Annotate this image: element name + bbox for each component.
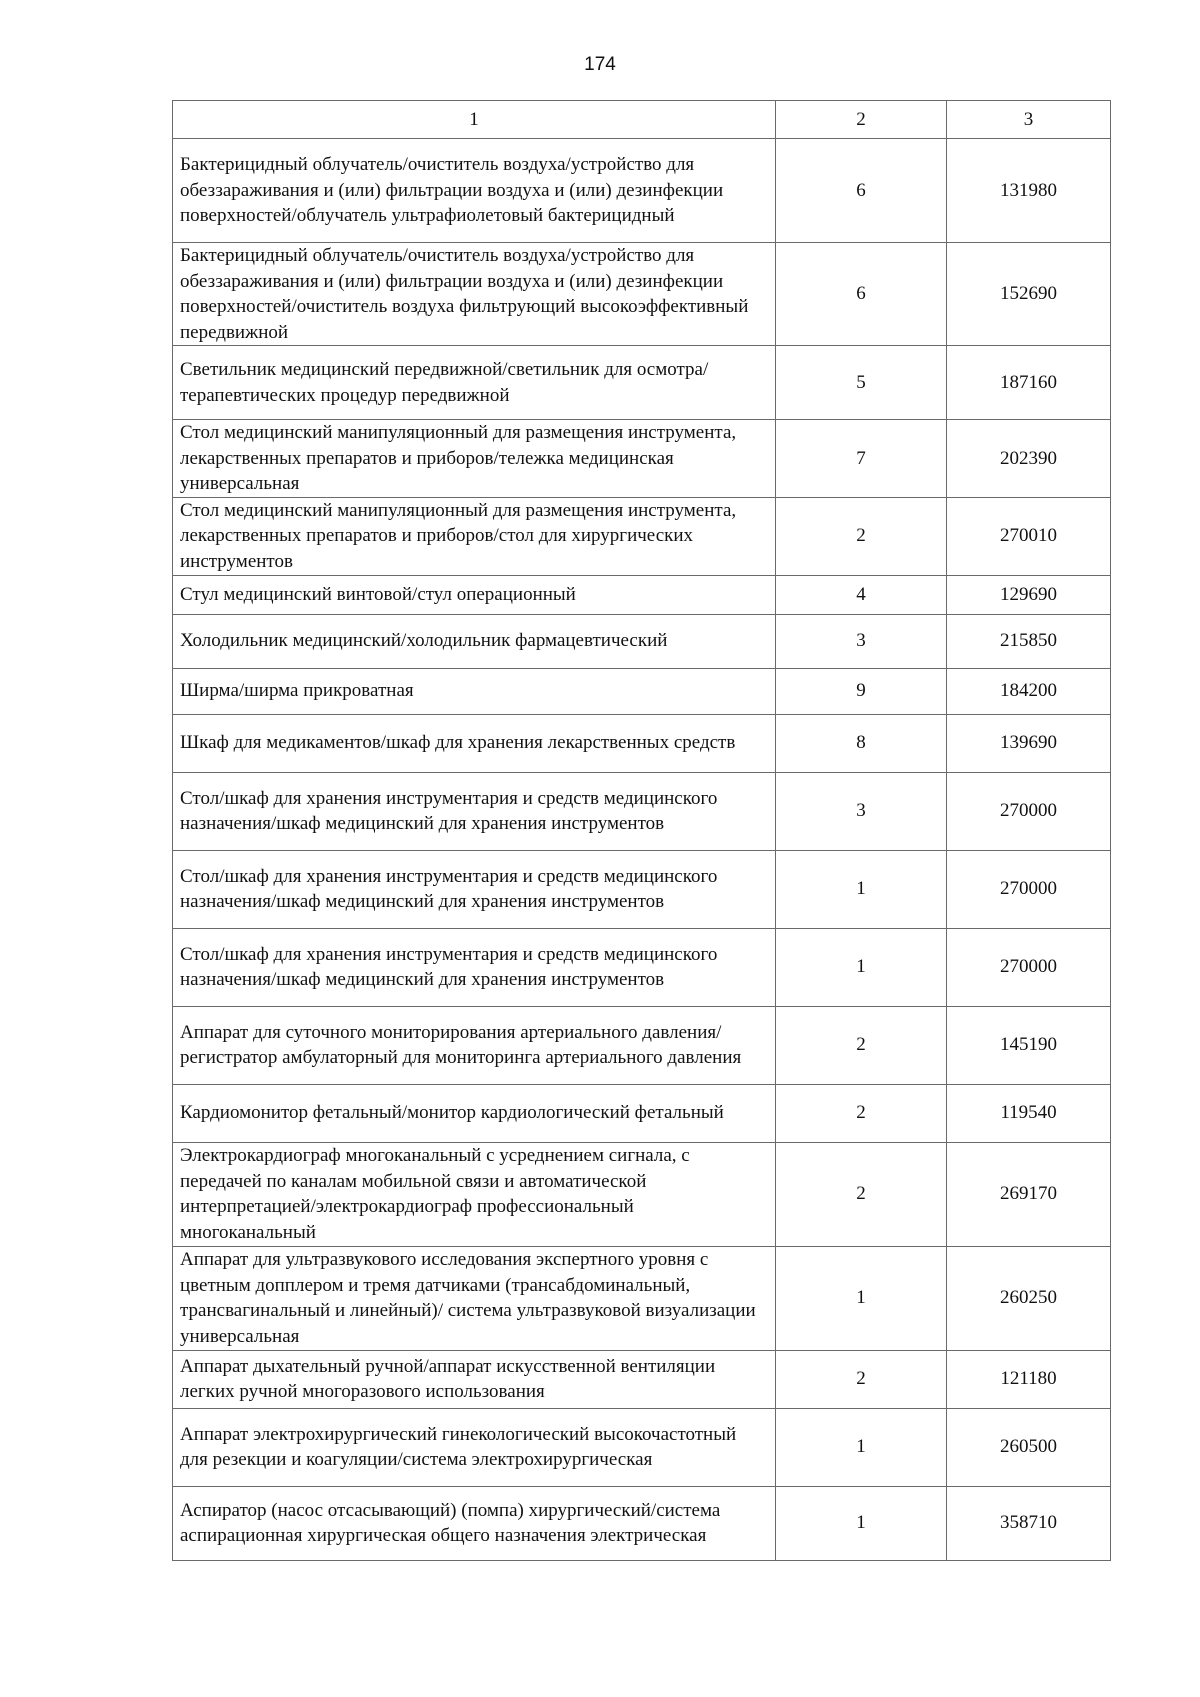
item-name-cell: Шкаф для медикаментов/шкаф для хранения лекарственных средств xyxy=(173,714,776,772)
table-row xyxy=(173,420,1111,498)
quantity-cell: 6 xyxy=(776,243,947,346)
item-name-cell: Электрокардиограф многоканальный с усреднением сигнала, с передачей по каналам мобильной связи и автоматической интерпретацией/электрокардиограф профессиональный многоканальный xyxy=(173,1142,776,1246)
price-cell: 129690 xyxy=(947,575,1111,614)
price-cell: 145190 xyxy=(947,1006,1111,1084)
table-row xyxy=(173,346,1111,420)
column-header-2: 2 xyxy=(776,101,947,139)
price-cell: 215850 xyxy=(947,614,1111,668)
table-row xyxy=(173,1142,1111,1246)
quantity-cell: 6 xyxy=(776,139,947,243)
quantity-cell: 2 xyxy=(776,497,947,575)
page-number: 174 xyxy=(584,54,616,75)
table-row xyxy=(173,1350,1111,1408)
price-cell: 119540 xyxy=(947,1084,1111,1142)
quantity-cell: 1 xyxy=(776,1486,947,1560)
quantity-cell: 3 xyxy=(776,772,947,850)
item-name-cell: Светильник медицинский передвижной/светильник для осмотра/терапевтических процедур передвижной xyxy=(173,346,776,420)
price-cell: 187160 xyxy=(947,346,1111,420)
price-cell: 270010 xyxy=(947,497,1111,575)
item-name-cell: Аппарат для суточного мониторирования артериального давления/регистратор амбулаторный для мониторинга артериального давления xyxy=(173,1006,776,1084)
item-name-cell: Аппарат дыхательный ручной/аппарат искусственной вентиляции легких ручной многоразового использования xyxy=(173,1350,776,1408)
table-row xyxy=(173,1006,1111,1084)
item-name-cell: Бактерицидный облучатель/очиститель воздуха/устройство для обеззараживания и (или) фильтрации воздуха и (или) дезинфекции поверхностей/очиститель воздуха фильтрующий высокоэффективный передвижной xyxy=(173,243,776,346)
quantity-cell: 2 xyxy=(776,1142,947,1246)
table-row xyxy=(173,1084,1111,1142)
quantity-cell: 1 xyxy=(776,1408,947,1486)
item-name-cell: Холодильник медицинский/холодильник фармацевтический xyxy=(173,614,776,668)
quantity-cell: 4 xyxy=(776,575,947,614)
item-name-cell: Аппарат электрохирургический гинекологический высокочастотный для резекции и коагуляции/система электрохирургическая xyxy=(173,1408,776,1486)
table-row xyxy=(173,139,1111,243)
price-cell: 270000 xyxy=(947,772,1111,850)
item-name-cell: Аспиратор (насос отсасывающий) (помпа) хирургический/система аспирационная хирургическая общего назначения электрическая xyxy=(173,1486,776,1560)
table-row xyxy=(173,497,1111,575)
quantity-cell: 1 xyxy=(776,850,947,928)
table-row xyxy=(173,668,1111,714)
table-row xyxy=(173,575,1111,614)
table-header-row xyxy=(173,101,1111,139)
quantity-cell: 8 xyxy=(776,714,947,772)
item-name-cell: Стол медицинский манипуляционный для размещения инструмента, лекарственных препаратов и приборов/стол для хирургических инструментов xyxy=(173,497,776,575)
quantity-cell: 7 xyxy=(776,420,947,498)
item-name-cell: Стул медицинский винтовой/стул операционный xyxy=(173,575,776,614)
price-cell: 131980 xyxy=(947,139,1111,243)
quantity-cell: 5 xyxy=(776,346,947,420)
price-cell: 270000 xyxy=(947,850,1111,928)
item-name-cell: Стол/шкаф для хранения инструментария и средств медицинского назначения/шкаф медицинский для хранения инструментов xyxy=(173,850,776,928)
price-cell: 184200 xyxy=(947,668,1111,714)
item-name-cell: Стол медицинский манипуляционный для размещения инструмента, лекарственных препаратов и приборов/тележка медицинская универсальная xyxy=(173,420,776,498)
table-row xyxy=(173,243,1111,346)
item-name-cell: Стол/шкаф для хранения инструментария и средств медицинского назначения/шкаф медицинский для хранения инструментов xyxy=(173,928,776,1006)
table-row xyxy=(173,928,1111,1006)
price-cell: 202390 xyxy=(947,420,1111,498)
quantity-cell: 1 xyxy=(776,928,947,1006)
table-row xyxy=(173,1408,1111,1486)
quantity-cell: 9 xyxy=(776,668,947,714)
quantity-cell: 2 xyxy=(776,1006,947,1084)
price-cell: 269170 xyxy=(947,1142,1111,1246)
table-row xyxy=(173,1246,1111,1350)
item-name-cell: Стол/шкаф для хранения инструментария и средств медицинского назначения/шкаф медицинский для хранения инструментов xyxy=(173,772,776,850)
quantity-cell: 2 xyxy=(776,1084,947,1142)
price-cell: 270000 xyxy=(947,928,1111,1006)
price-cell: 152690 xyxy=(947,243,1111,346)
item-name-cell: Аппарат для ультразвукового исследования экспертного уровня с цветным допплером и тремя датчиками (трансабдоминальный, трансвагинальный и линейный)/ система ультразвуковой визуализации универсальная xyxy=(173,1246,776,1350)
equipment-table xyxy=(172,100,1111,1561)
table-body xyxy=(173,139,1111,1561)
item-name-cell: Ширма/ширма прикроватная xyxy=(173,668,776,714)
quantity-cell: 3 xyxy=(776,614,947,668)
column-header-1: 1 xyxy=(173,101,776,139)
price-cell: 358710 xyxy=(947,1486,1111,1560)
price-cell: 121180 xyxy=(947,1350,1111,1408)
table-row xyxy=(173,714,1111,772)
quantity-cell: 2 xyxy=(776,1350,947,1408)
quantity-cell: 1 xyxy=(776,1246,947,1350)
table-row xyxy=(173,1486,1111,1560)
price-cell: 139690 xyxy=(947,714,1111,772)
price-cell: 260250 xyxy=(947,1246,1111,1350)
price-cell: 260500 xyxy=(947,1408,1111,1486)
column-header-3: 3 xyxy=(947,101,1111,139)
item-name-cell: Бактерицидный облучатель/очиститель воздуха/устройство для обеззараживания и (или) фильтрации воздуха и (или) дезинфекции поверхностей/облучатель ультрафиолетовый бактерицидный xyxy=(173,139,776,243)
table-row xyxy=(173,850,1111,928)
table-row xyxy=(173,772,1111,850)
item-name-cell: Кардиомонитор фетальный/монитор кардиологический фетальный xyxy=(173,1084,776,1142)
table-row xyxy=(173,614,1111,668)
